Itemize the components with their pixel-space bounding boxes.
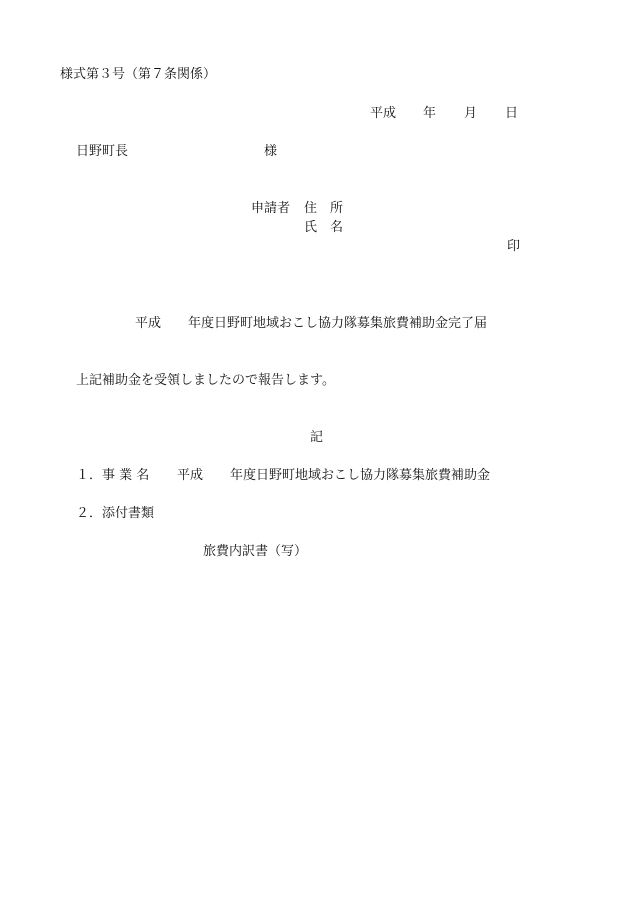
applicant-role-label: 申請者 [251,201,291,216]
title-era: 平成 [135,316,162,331]
form-number: 様式第３号（第７条関係） [60,67,217,82]
applicant-address-label: 住 所 [304,201,344,216]
addressee-honorific: 様 [264,144,278,159]
item-1-label: 事 業 名 [102,468,150,483]
date-year-label: 年 [423,106,437,121]
item-1-value: 年度日野町地域おこし協力隊募集旅費補助金 [230,468,491,483]
item-2-attachment: 旅費内訳書（写） [203,544,308,559]
title-text: 年度日野町地域おこし協力隊募集旅費補助金完了届 [188,316,488,331]
addressee-name: 日野町長 [76,144,129,159]
body-text: 上記補助金を受領しましたので報告します。 [76,373,335,388]
date-month-label: 月 [464,106,478,121]
item-1-era: 平成 [177,468,204,483]
item-1-number: １． [76,468,103,483]
item-2-number: ２． [76,506,103,521]
date-era: 平成 [370,106,397,121]
date-day-label: 日 [505,106,519,121]
seal-label: 印 [507,239,521,254]
ki-heading: 記 [310,430,324,445]
item-2-label: 添付書類 [102,506,155,521]
applicant-name-label: 氏 名 [304,220,344,235]
